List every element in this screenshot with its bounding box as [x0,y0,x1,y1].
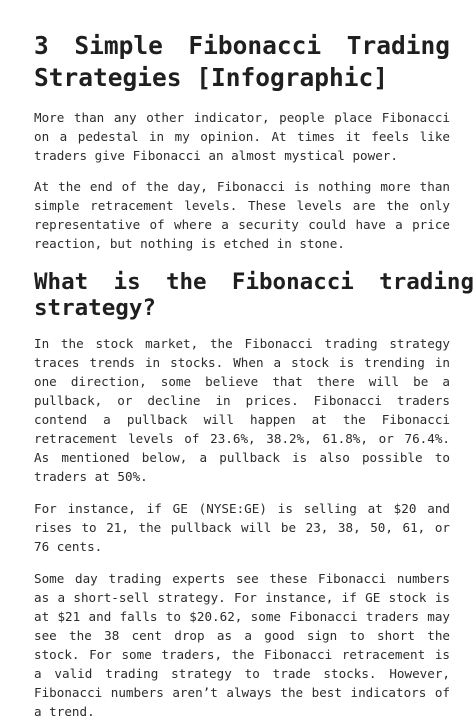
section-paragraph-3: Some day trading experts see these Fibonacci numbers as a short-sell strategy. For instance, if GE stock is at $21 and falls to $20.62, some Fibonacci traders may see the 38 cent drop as a good sign to short the stock. For some traders, the Fibonacci retracement is a valid trading strategy to trade stocks. However, Fibonacci numbers aren’t always the best indicators of a trend. [34,571,450,719]
intro-paragraph-2: At the end of the day, Fibonacci is nothing more than simple retracement levels. These levels are the only representative of where a security could have a price reaction, but nothing is etched in stone. [34,179,450,251]
intro-paragraph-1: More than any other indicator, people place Fibonacci on a pedestal in my opinion. At times it feels like traders give Fibonacci an almost mystical power. [34,110,450,163]
article [34,30,474,721]
section-paragraph-1: In the stock market, the Fibonacci trading strategy traces trends in stocks. When a stock is trending in one direction, some believe that there will be a pullback, or decline in prices. Fibonacci traders contend a pullback will happen at the Fibonacci retracement levels of 23.6%, 38.2%, 61.8%, or 76.4%. As mentioned below, a pullback is also possible to traders at 50%. [34,336,450,484]
section-paragraph-2: For instance, if GE (NYSE:GE) is selling at $20 and rises to 21, the pullback will be 23, 38, 50, 61, or 76 cents. [34,501,450,554]
page-title: 3 Simple Fibonacci Trading Strategies [Infographic] [34,31,450,92]
section-heading: What is the Fibonacci trading strategy? [34,269,474,321]
